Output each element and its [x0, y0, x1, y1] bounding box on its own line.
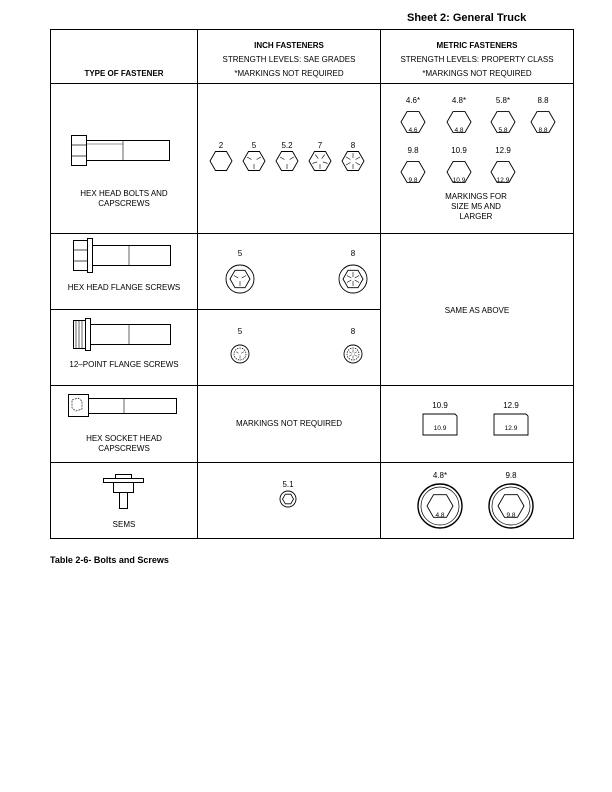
- grade-radial-line: [257, 157, 261, 160]
- sems-label: SEMS: [112, 520, 136, 529]
- grade-radial-line: [290, 157, 294, 160]
- inch-grade-label: 7: [317, 141, 323, 150]
- hex-socket-metric-markings: [381, 386, 573, 462]
- hex-socket-head-capscrew-icon: [68, 394, 178, 424]
- grade-radial-line: [356, 163, 360, 166]
- head-stamp-marking: 4.8: [435, 512, 445, 519]
- label-line: HEX HEAD BOLTS AND: [80, 189, 168, 198]
- head-stamp-marking: 5.8: [498, 127, 508, 134]
- metric-fasteners-header: METRIC FASTENERS: [436, 41, 518, 50]
- grade-radial-line: [234, 276, 238, 279]
- metric-class-label: 9.8: [505, 471, 517, 480]
- hex-flange-screw-icon: [71, 240, 171, 274]
- grade-radial-line: [280, 157, 284, 160]
- inch-grade-label: 2: [218, 141, 224, 150]
- type-column-header: TYPE OF FASTENER: [84, 69, 164, 78]
- inch-grade-label: 5.2: [281, 141, 293, 150]
- metric-markings-size-note: [411, 192, 541, 222]
- hex-socket-head-label: [51, 434, 197, 454]
- twelve-point-flange-screws-label: 12–POINT FLANGE SCREWS: [69, 360, 179, 369]
- grade-radial-line: [347, 280, 351, 283]
- metric-markings-note: *MARKINGS NOT REQUIRED: [422, 69, 532, 78]
- grade-radial-line: [354, 352, 357, 354]
- washer-outline: [489, 484, 533, 528]
- inch-grade-label: 5: [237, 249, 243, 258]
- metric-class-label: 5.8*: [495, 96, 511, 105]
- head-stamp-marking: 4.8: [454, 127, 464, 134]
- head-stamp-marking: 9.8: [408, 177, 418, 184]
- sems-screw-icon: [103, 474, 145, 510]
- inch-grade-label: 5.1: [282, 480, 294, 489]
- label-line: HEX SOCKET HEAD: [86, 434, 162, 443]
- inch-grade-markings: [198, 84, 380, 233]
- washer-outline: [418, 484, 462, 528]
- grade-radial-line: [347, 276, 351, 279]
- note-line: SIZE M5 AND: [451, 202, 501, 211]
- grade-radial-line: [236, 352, 239, 354]
- inch-strength-levels: STRENGTH LEVELS: SAE GRADES: [222, 55, 356, 64]
- label-line: CAPSCREWS: [98, 199, 150, 208]
- sems-metric-markings: [381, 463, 573, 538]
- metric-class-label: 9.8: [407, 146, 419, 155]
- grade-radial-line: [349, 355, 352, 357]
- inch-grade-label: 5: [251, 141, 257, 150]
- twelve-point-flange-screw-icon: [71, 319, 171, 353]
- sems-metric-set: [381, 463, 573, 538]
- flange-inch-set: [198, 234, 380, 309]
- sheet-title: Sheet 2: General Truck: [407, 12, 527, 24]
- inch-grade-label: 8: [350, 327, 356, 336]
- hex-flange-inch-markings: [198, 234, 380, 309]
- inch-grade-label: 5: [237, 327, 243, 336]
- label-line: CAPSCREWS: [98, 444, 150, 453]
- grade-radial-line: [241, 352, 244, 354]
- inch-grade-label: 8: [350, 249, 356, 258]
- hex-head-outline: [283, 494, 294, 504]
- socket-metric-set: [381, 386, 573, 462]
- grade-radial-line: [356, 157, 360, 160]
- metric-class-label: 4.8*: [451, 96, 467, 105]
- grade-radial-line: [355, 276, 359, 279]
- grade-radial-line: [349, 352, 352, 354]
- grade-radial-line: [242, 276, 246, 279]
- table-caption: Table 2-6- Bolts and Screws: [50, 555, 169, 565]
- head-stamp-marking: 12.9: [504, 425, 518, 432]
- metric-class-label: 4.8*: [432, 471, 448, 480]
- note-line: LARGER: [459, 212, 493, 221]
- grade-radial-line: [312, 162, 317, 164]
- grade-radial-line: [247, 157, 251, 160]
- head-stamp-marking: 10.9: [452, 177, 466, 184]
- inch-grade-hex-set: [198, 84, 380, 233]
- same-as-above-note: SAME AS ABOVE: [444, 306, 510, 315]
- head-stamp-marking: 12.9: [496, 177, 510, 184]
- metric-strength-levels: STRENGTH LEVELS: PROPERTY CLASS: [400, 55, 554, 64]
- inch-fasteners-header: INCH FASTENERS: [254, 41, 324, 50]
- metric-class-label: 10.9: [432, 401, 448, 410]
- hex-head-bolt-icon: [71, 135, 171, 169]
- note-line: MARKINGS FOR: [445, 192, 507, 201]
- sems-inch-markings: [198, 463, 380, 538]
- metric-class-label: 4.6*: [405, 96, 421, 105]
- head-stamp-marking: 10.9: [433, 425, 447, 432]
- metric-class-label: 8.8: [537, 96, 549, 105]
- twelve-point-inch-markings: [198, 310, 380, 385]
- hex-flange-screws-label: HEX HEAD FLANGE SCREWS: [67, 283, 181, 292]
- hex-head-bolts-label: [51, 189, 197, 209]
- inch-markings-not-required: MARKINGS NOT REQUIRED: [235, 419, 343, 428]
- hex-head-outline: [210, 152, 232, 171]
- grade-radial-line: [323, 162, 328, 164]
- head-stamp-marking: 9.8: [506, 512, 516, 519]
- grade-radial-line: [354, 355, 357, 357]
- metric-class-label: 12.9: [503, 401, 519, 410]
- inch-grade-label: 8: [350, 141, 356, 150]
- metric-class-label: 10.9: [451, 146, 467, 155]
- grade-radial-line: [315, 155, 318, 159]
- head-stamp-marking: 4.6: [408, 127, 418, 134]
- sems-inch-set: [198, 463, 380, 538]
- grade-radial-line: [346, 163, 350, 166]
- grade-radial-line: [346, 157, 350, 160]
- head-stamp-marking: 8.8: [538, 127, 548, 134]
- inch-markings-note: *MARKINGS NOT REQUIRED: [234, 69, 344, 78]
- grade-radial-line: [355, 280, 359, 283]
- bolts-and-screws-table: [50, 29, 574, 539]
- grade-radial-line: [322, 155, 325, 159]
- twelve-inch-set: [198, 310, 380, 385]
- metric-class-label: 12.9: [495, 146, 511, 155]
